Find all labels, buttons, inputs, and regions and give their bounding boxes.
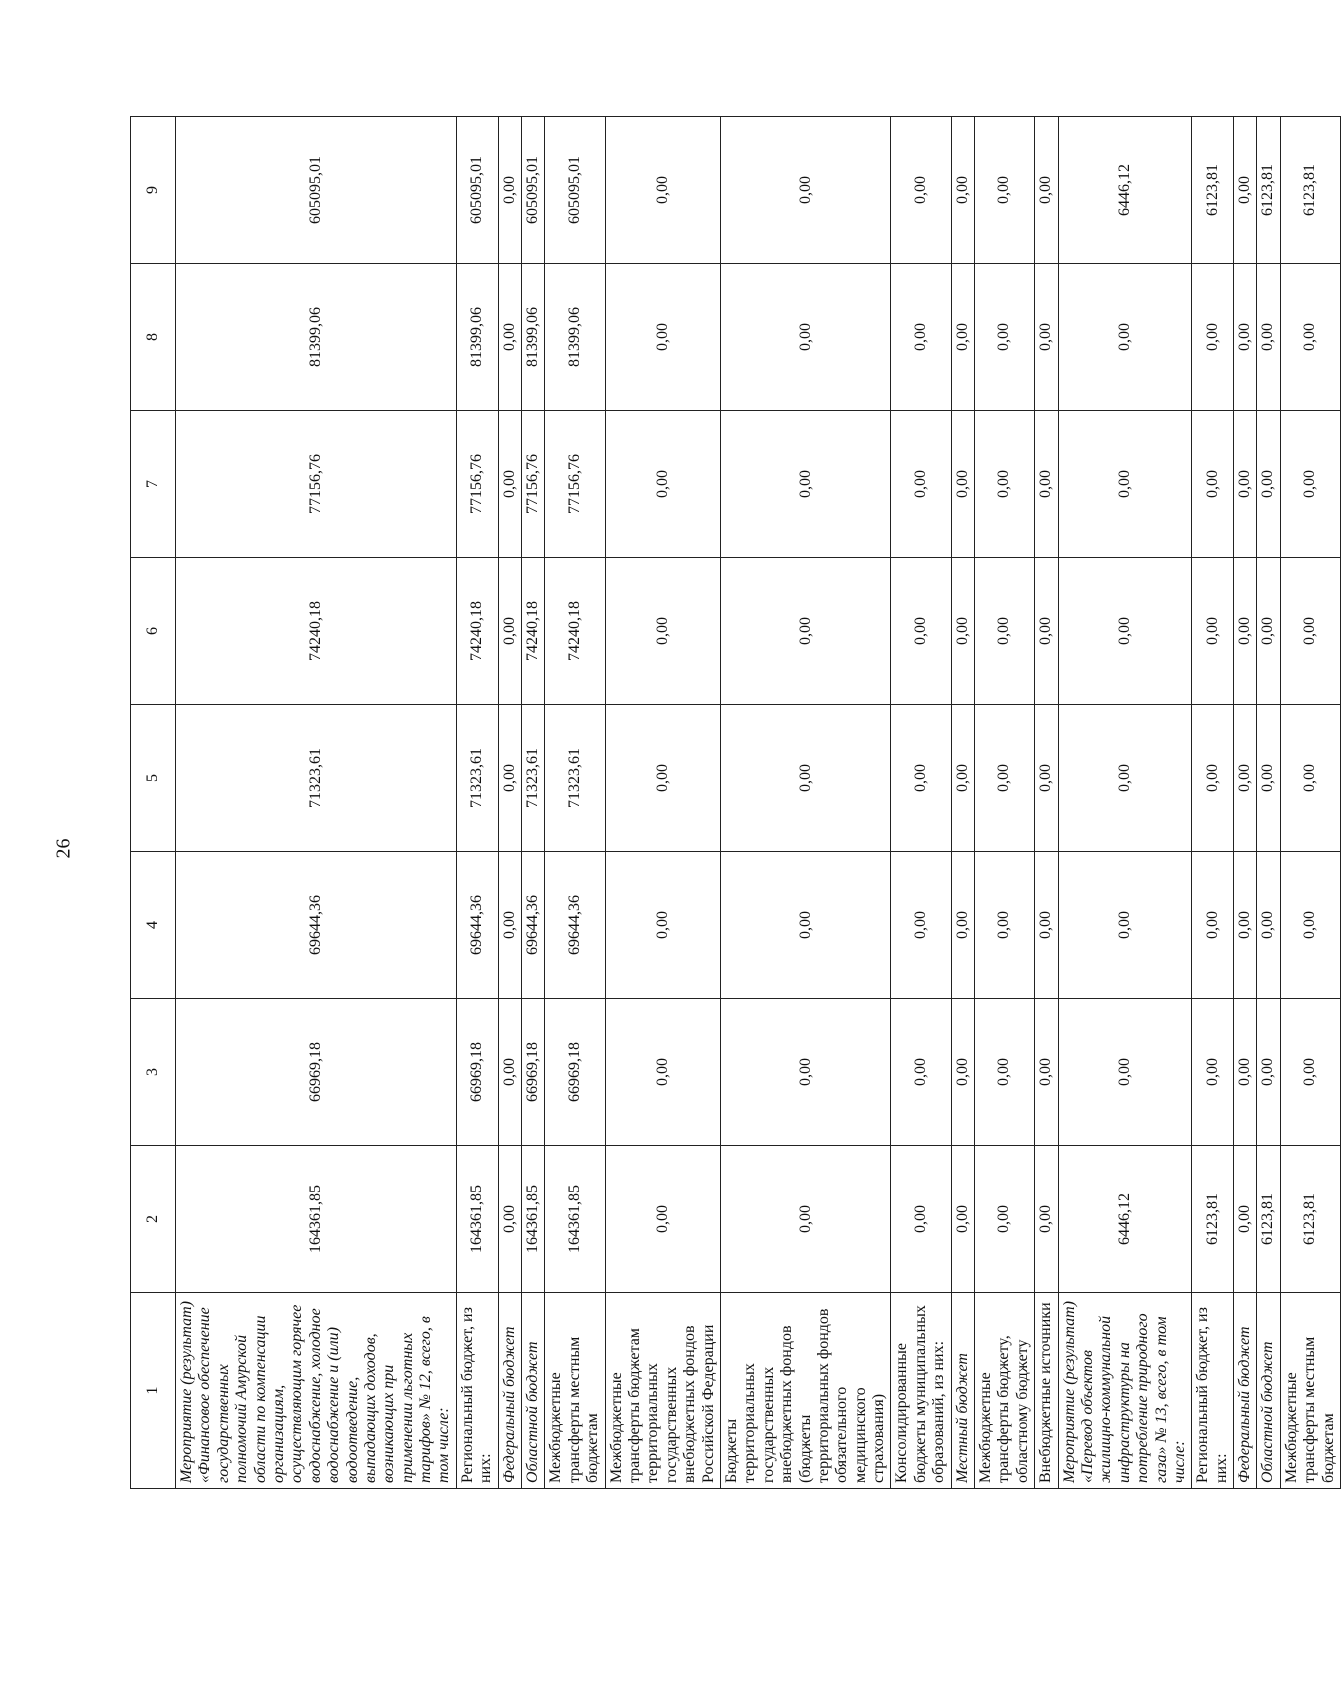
value-cell: 0,00 [498,411,521,558]
value-cell: 0,00 [605,705,720,852]
value-cell: 0,00 [1280,999,1340,1146]
column-header-9: 9 [131,117,176,264]
value-cell: 0,00 [1257,999,1280,1146]
value-cell: 0,00 [1280,558,1340,705]
value-cell: 0,00 [1257,705,1280,852]
row-label: Федеральный бюджет [498,1293,521,1489]
value-cell: 77156,76 [545,411,605,558]
column-header-6: 6 [131,558,176,705]
value-cell: 0,00 [891,558,951,705]
value-cell: 0,00 [951,117,974,264]
row-label: Местный бюджет [951,1293,974,1489]
value-cell: 0,00 [1192,852,1234,999]
value-cell: 0,00 [1192,558,1234,705]
value-cell: 605095,01 [456,117,498,264]
value-cell: 0,00 [975,411,1035,558]
value-cell: 74240,18 [456,558,498,705]
table-row [951,117,974,1489]
table-row [456,117,498,1489]
value-cell: 81399,06 [456,264,498,411]
value-cell: 0,00 [498,999,521,1146]
row-label: Бюджеты территориальных государственных внебюджетных фондов (бюджеты территориальных фондов обязательного медицинского страхования) [720,1293,891,1489]
table-row [1192,117,1234,1489]
value-cell: 0,00 [720,264,891,411]
value-cell: 77156,76 [456,411,498,558]
value-cell: 0,00 [720,117,891,264]
value-cell: 0,00 [605,1146,720,1293]
value-cell: 0,00 [605,411,720,558]
value-cell: 0,00 [1257,411,1280,558]
value-cell: 6123,81 [1192,1146,1234,1293]
value-cell: 0,00 [720,999,891,1146]
value-cell: 0,00 [498,117,521,264]
value-cell: 0,00 [720,558,891,705]
value-cell: 0,00 [720,1146,891,1293]
value-cell: 0,00 [951,411,974,558]
value-cell: 0,00 [951,558,974,705]
value-cell: 6123,81 [1192,117,1234,264]
row-label: Межбюджетные трансферты бюджетам территориальных государственных внебюджетных фондов Российской Федерации [605,1293,720,1489]
table-row [522,117,545,1489]
row-label: Межбюджетные трансферты местным бюджетам [545,1293,605,1489]
value-cell: 69644,36 [545,852,605,999]
value-cell: 66969,18 [522,999,545,1146]
value-cell: 0,00 [1192,411,1234,558]
value-cell: 0,00 [720,705,891,852]
value-cell: 71323,61 [176,705,457,852]
value-cell: 0,00 [1035,411,1058,558]
value-cell: 77156,76 [522,411,545,558]
row-label: Федеральный бюджет [1234,1293,1257,1489]
value-cell: 0,00 [891,1146,951,1293]
value-cell: 0,00 [498,264,521,411]
row-label: Мероприятие (результат) «Перевод объектов жилищно-коммунальной инфраструктуры на потребление природного газа» № 13, всего, в том числе: [1058,1293,1192,1489]
value-cell: 0,00 [498,558,521,705]
value-cell: 0,00 [1058,999,1192,1146]
value-cell: 0,00 [1035,117,1058,264]
value-cell: 71323,61 [545,705,605,852]
table-body [176,117,1341,1489]
row-label: Региональный бюджет, из них: [456,1293,498,1489]
value-cell: 0,00 [1280,264,1340,411]
value-cell: 71323,61 [522,705,545,852]
value-cell: 0,00 [1234,558,1257,705]
value-cell: 0,00 [891,705,951,852]
value-cell: 0,00 [1192,999,1234,1146]
value-cell: 74240,18 [522,558,545,705]
value-cell: 0,00 [1234,852,1257,999]
value-cell: 0,00 [1280,705,1340,852]
value-cell: 81399,06 [522,264,545,411]
value-cell: 74240,18 [176,558,457,705]
value-cell: 0,00 [1058,411,1192,558]
value-cell: 164361,85 [456,1146,498,1293]
value-cell: 0,00 [951,1146,974,1293]
table-row [1035,117,1058,1489]
table-row [1280,117,1340,1489]
table-header-row [131,117,176,1489]
column-header-5: 5 [131,705,176,852]
row-label: Областной бюджет [1257,1293,1280,1489]
table-row [1234,117,1257,1489]
value-cell: 6123,81 [1257,117,1280,264]
value-cell: 164361,85 [176,1146,457,1293]
value-cell: 0,00 [1035,264,1058,411]
value-cell: 0,00 [1058,558,1192,705]
value-cell: 0,00 [605,999,720,1146]
value-cell: 164361,85 [545,1146,605,1293]
value-cell: 81399,06 [545,264,605,411]
row-label: Консолидированные бюджеты муниципальных образований, из них: [891,1293,951,1489]
value-cell: 0,00 [975,999,1035,1146]
value-cell: 0,00 [1234,999,1257,1146]
value-cell: 0,00 [1234,117,1257,264]
value-cell: 0,00 [498,1146,521,1293]
value-cell: 0,00 [951,705,974,852]
column-header-8: 8 [131,264,176,411]
value-cell: 0,00 [1192,264,1234,411]
budget-table [130,116,1341,1489]
value-cell: 0,00 [1035,999,1058,1146]
value-cell: 0,00 [1280,411,1340,558]
value-cell: 69644,36 [456,852,498,999]
value-cell: 0,00 [1035,852,1058,999]
value-cell: 0,00 [951,264,974,411]
value-cell: 6123,81 [1257,1146,1280,1293]
table-row [975,117,1035,1489]
column-header-7: 7 [131,411,176,558]
value-cell: 0,00 [498,705,521,852]
value-cell: 0,00 [891,264,951,411]
value-cell: 0,00 [1192,705,1234,852]
column-header-3: 3 [131,999,176,1146]
table-row [605,117,720,1489]
value-cell: 0,00 [1058,264,1192,411]
value-cell: 0,00 [891,852,951,999]
value-cell: 0,00 [975,117,1035,264]
value-cell: 0,00 [720,852,891,999]
value-cell: 0,00 [951,852,974,999]
row-label: Областной бюджет [522,1293,545,1489]
table-row [498,117,521,1489]
value-cell: 6123,81 [1280,1146,1340,1293]
value-cell: 0,00 [720,411,891,558]
value-cell: 0,00 [1257,852,1280,999]
value-cell: 0,00 [1035,558,1058,705]
value-cell: 0,00 [1234,705,1257,852]
value-cell: 66969,18 [456,999,498,1146]
value-cell: 164361,85 [522,1146,545,1293]
value-cell: 69644,36 [176,852,457,999]
budget-table-container [130,117,1337,1489]
table-row [891,117,951,1489]
value-cell: 0,00 [605,264,720,411]
value-cell: 0,00 [1035,705,1058,852]
value-cell: 0,00 [975,264,1035,411]
value-cell: 0,00 [975,1146,1035,1293]
value-cell: 69644,36 [522,852,545,999]
value-cell: 0,00 [891,999,951,1146]
table-row [1058,117,1192,1489]
column-header-1: 1 [131,1293,176,1489]
value-cell: 66969,18 [176,999,457,1146]
value-cell: 0,00 [975,705,1035,852]
row-label: Внебюджетные источники [1035,1293,1058,1489]
value-cell: 0,00 [1058,705,1192,852]
row-label: Мероприятие (результат) «Финансовое обеспечение государственных полномочий Амурской области по компенсации организациям, осуществляющим горячее водоснабжение, холодное водоснабжение и (или) водоотведение, выпадающих доходов, возникающих при применении льготных тарифов» № 12, всего, в том числе: [176,1293,457,1489]
value-cell: 0,00 [605,558,720,705]
row-label: Межбюджетные трансферты бюджету, областному бюджету [975,1293,1035,1489]
column-header-4: 4 [131,852,176,999]
table-row [720,117,891,1489]
value-cell: 0,00 [891,117,951,264]
value-cell: 71323,61 [456,705,498,852]
value-cell: 0,00 [951,999,974,1146]
value-cell: 0,00 [891,411,951,558]
value-cell: 605095,01 [545,117,605,264]
page-number: 26 [52,838,75,859]
value-cell: 0,00 [1058,852,1192,999]
value-cell: 6446,12 [1058,1146,1192,1293]
value-cell: 0,00 [1035,1146,1058,1293]
value-cell: 0,00 [605,852,720,999]
value-cell: 0,00 [1234,1146,1257,1293]
row-label: Межбюджетные трансферты местным бюджетам [1280,1293,1340,1489]
column-header-2: 2 [131,1146,176,1293]
value-cell: 0,00 [975,852,1035,999]
value-cell: 77156,76 [176,411,457,558]
value-cell: 81399,06 [176,264,457,411]
table-row [545,117,605,1489]
value-cell: 0,00 [1234,411,1257,558]
value-cell: 66969,18 [545,999,605,1146]
value-cell: 0,00 [1257,558,1280,705]
value-cell: 0,00 [1234,264,1257,411]
row-label: Региональный бюджет, из них: [1192,1293,1234,1489]
value-cell: 0,00 [498,852,521,999]
table-row [1257,117,1280,1489]
value-cell: 605095,01 [522,117,545,264]
value-cell: 0,00 [1257,264,1280,411]
value-cell: 6123,81 [1280,117,1340,264]
value-cell: 6446,12 [1058,117,1192,264]
table-row [176,117,457,1489]
value-cell: 74240,18 [545,558,605,705]
value-cell: 0,00 [975,558,1035,705]
value-cell: 605095,01 [176,117,457,264]
value-cell: 0,00 [1280,852,1340,999]
value-cell: 0,00 [605,117,720,264]
